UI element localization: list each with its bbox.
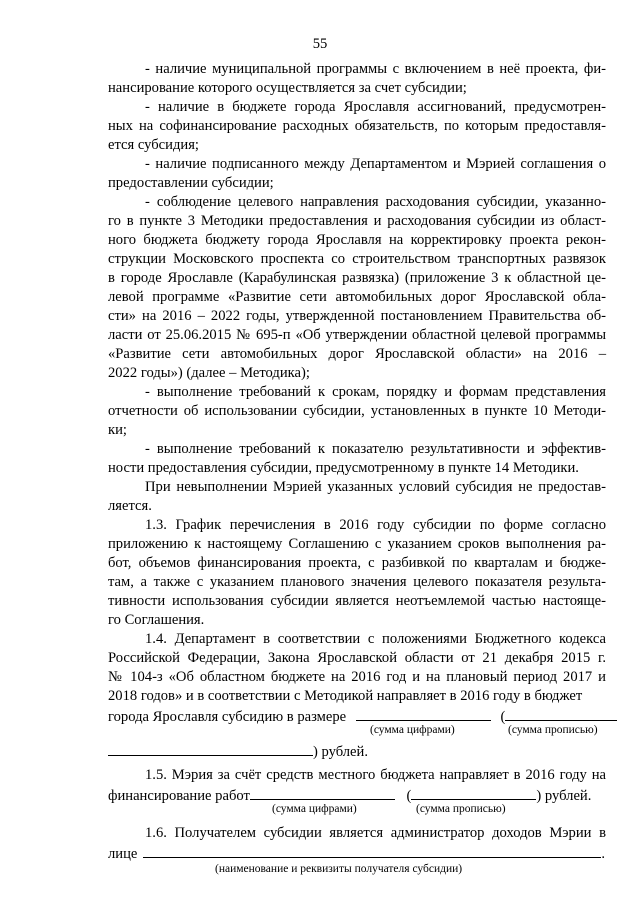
sum-words-field[interactable] bbox=[505, 706, 617, 721]
text-line: - выполнение требований к срокам, порядку и формам представления bbox=[145, 384, 606, 400]
text-line: предоставлении субсидии; bbox=[108, 175, 274, 191]
text-line: сти» на 2016 – 2022 годы, утвержденной постановлением Правительства об- bbox=[108, 308, 606, 324]
text-line: ляется. bbox=[108, 498, 152, 514]
recipient-text: лице bbox=[108, 846, 138, 862]
sum-line bbox=[108, 706, 606, 726]
text-line: тивности использования субсидии является неотъемлемой частью настояще- bbox=[108, 593, 606, 609]
page-number: 55 bbox=[312, 36, 328, 52]
recipient-field[interactable] bbox=[143, 843, 601, 858]
text-line: го в пункте 3 Методики предоставления и расходования субсидии из област- bbox=[108, 213, 606, 229]
text-line: - соблюдение целевого направления расходования субсидии, указанно- bbox=[145, 194, 606, 210]
funding-line bbox=[108, 785, 606, 805]
text-line: ных на софинансирование расходных обязательств, по которым предоставля- bbox=[108, 118, 606, 134]
rubles-text: ) рублей. bbox=[536, 788, 592, 804]
text-line: - наличие подписанного между Департаментом и Мэрией соглашения о bbox=[145, 156, 606, 172]
text-line: При невыполнении Мэрией указанных условий субсидия не предостав- bbox=[145, 479, 606, 495]
text-line: - наличие муниципальной программы с включением в неё проекта, фи- bbox=[145, 61, 606, 77]
caption-sum-digits: (сумма цифрами) bbox=[370, 724, 455, 736]
text-line: струкции Московского проспекта со строительством транспортных развязок bbox=[108, 251, 606, 267]
text-line: в городе Ярославле (Карабулинская развязка) (приложение 3 к областной це- bbox=[108, 270, 606, 286]
recipient-line bbox=[108, 843, 606, 863]
period: . bbox=[601, 846, 606, 862]
local-sum-words-field[interactable] bbox=[411, 785, 536, 800]
text-line: приложению к настоящему Соглашению с указанием сроков выполнения ра- bbox=[108, 536, 606, 552]
text-line: левой программе «Развитие сети автомобильных дорог Ярославской обла- bbox=[108, 289, 606, 305]
sum-words-field-cont[interactable] bbox=[108, 741, 313, 756]
text-line: - наличие в бюджете города Ярославля ассигнований, предусмотрен- bbox=[145, 99, 606, 115]
text-line: «Развитие сети автомобильных дорог Ярославской области» на 2016 – bbox=[108, 346, 606, 362]
open-paren: ( bbox=[406, 788, 412, 804]
text-line: ки; bbox=[108, 422, 127, 438]
funding-text: финансирование работ bbox=[108, 788, 250, 804]
text-line: ласти от 25.06.2015 № 695-п «Об утверждении областной целевой программы bbox=[108, 327, 606, 343]
sum-digits-field[interactable] bbox=[356, 706, 491, 721]
text-line: там, а также с указанием планового значения целевого показателя результа- bbox=[108, 574, 606, 590]
text-line: ного бюджета бюджету города Ярославля на корректировку проекта рекон- bbox=[108, 232, 606, 248]
text-line: 2018 годов» и в соответствии с Методикой направляет в 2016 году в бюджет bbox=[108, 688, 583, 704]
text-line: ности предоставления субсидии, предусмотренному в пункте 14 Методики. bbox=[108, 460, 579, 476]
text-line: 2022 годы») (далее – Методика); bbox=[108, 365, 310, 381]
text-line: 1.5. Мэрия за счёт средств местного бюджета направляет в 2016 году на bbox=[145, 767, 606, 783]
text-line: Российской Федерации, Закона Ярославской области от 21 декабря 2015 г. bbox=[108, 650, 606, 666]
caption-local-sum-words: (сумма прописью) bbox=[416, 803, 506, 815]
sum-line-text: города Ярославля субсидию в размере bbox=[108, 709, 347, 725]
local-sum-digits-field[interactable] bbox=[250, 785, 395, 800]
open-paren: ( bbox=[500, 709, 506, 725]
text-line: отчетности об использовании субсидии, установленных в пункте 10 Методи- bbox=[108, 403, 606, 419]
text-line: нансирование которого осуществляется за счет субсидии; bbox=[108, 80, 467, 96]
sum-words-continuation bbox=[108, 741, 606, 761]
text-line: 1.6. Получателем субсидии является администратор доходов Мэрии в bbox=[145, 825, 606, 841]
caption-recipient: (наименование и реквизиты получателя субсидии) bbox=[215, 863, 463, 875]
text-line: бот, объемов финансирования проекта, с разбивкой по кварталам и бюдже- bbox=[108, 555, 606, 571]
text-line: ется субсидия; bbox=[108, 137, 199, 153]
caption-sum-words: (сумма прописью) bbox=[508, 724, 598, 736]
text-line: го Соглашения. bbox=[108, 612, 205, 628]
caption-local-sum-digits: (сумма цифрами) bbox=[272, 803, 357, 815]
rubles-text: ) рублей. bbox=[313, 744, 368, 760]
text-line: № 104-з «Об областном бюджете на 2016 год и на плановый период 2017 и bbox=[108, 669, 606, 685]
text-line: - выполнение требований к показателю результативности и эффектив- bbox=[145, 441, 606, 457]
text-line: 1.4. Департамент в соответствии с положениями Бюджетного кодекса bbox=[145, 631, 606, 647]
text-line: 1.3. График перечисления в 2016 году субсидии по форме согласно bbox=[145, 517, 606, 533]
